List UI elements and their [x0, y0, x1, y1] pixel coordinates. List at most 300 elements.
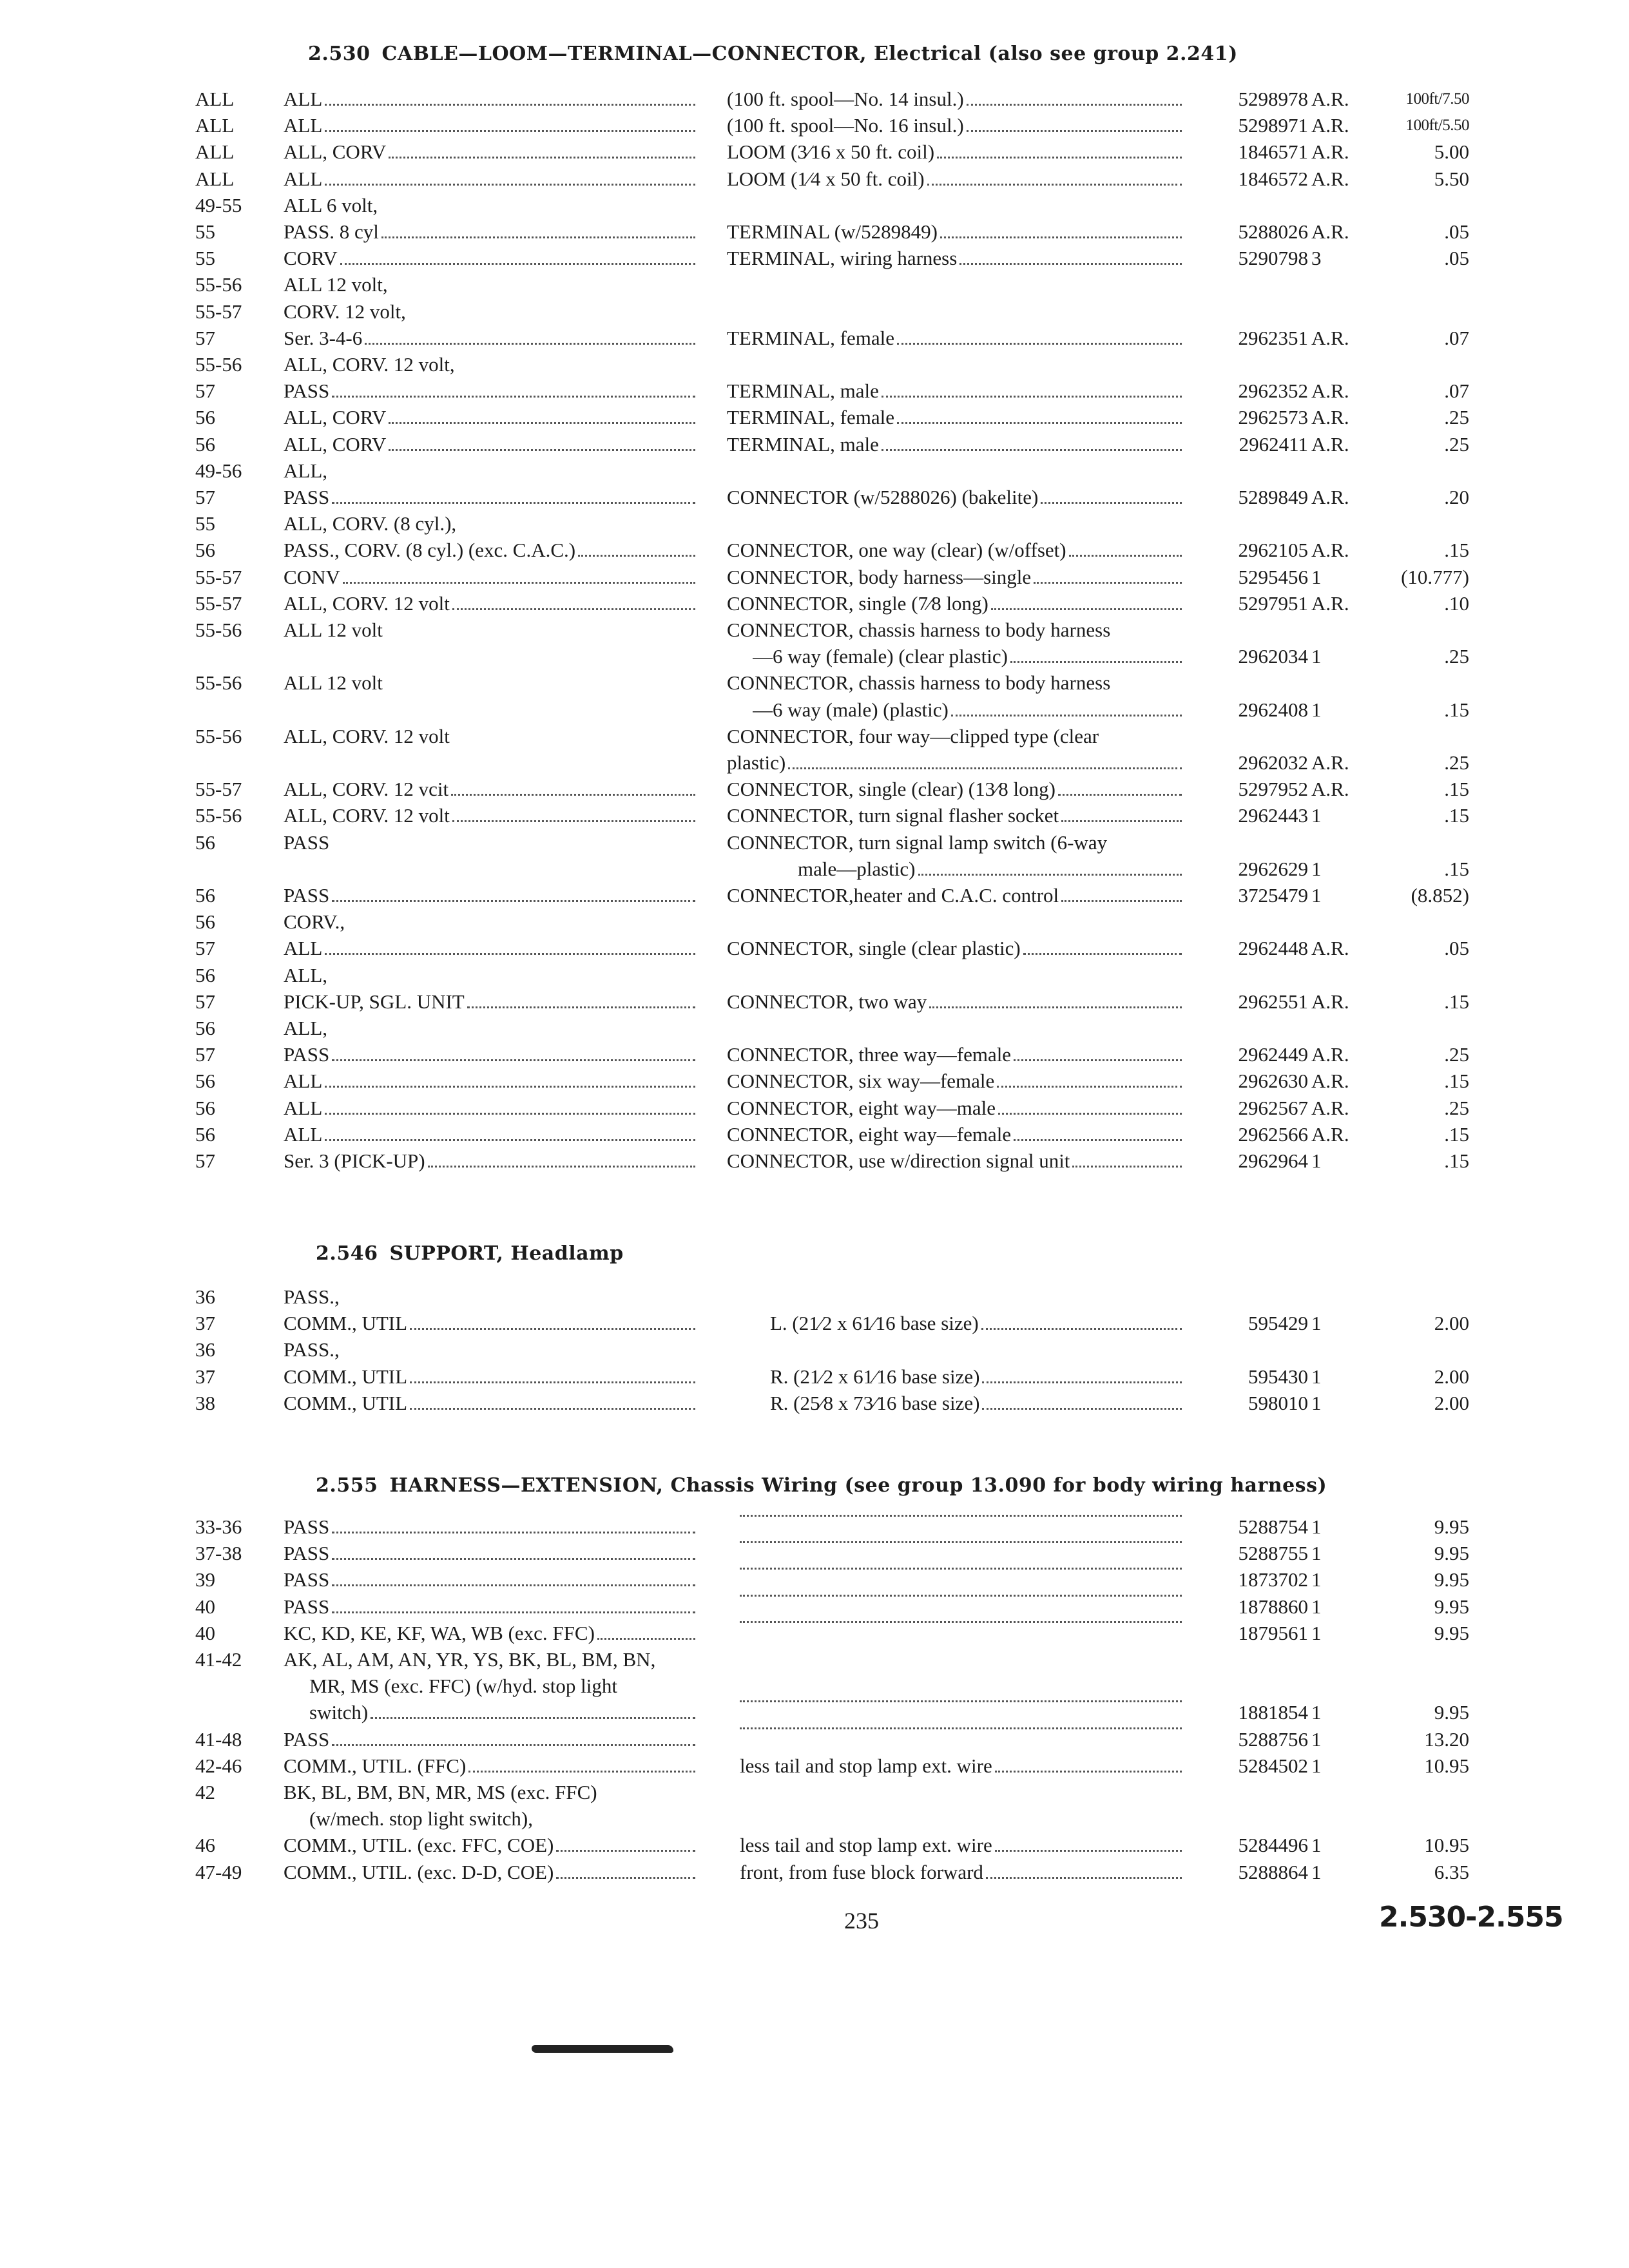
model-applicability-text: PASS [284, 1043, 330, 1066]
part-number: 5288864 [1238, 1860, 1308, 1883]
price: .15 [1444, 1149, 1469, 1172]
model-applicability-text: PICK-UP, SGL. UNIT [284, 990, 465, 1013]
dot-leader [410, 1407, 695, 1410]
model-applicability: ALL, CORV. 12 volt, [284, 353, 455, 376]
quantity: A.R. [1311, 114, 1349, 137]
model-applicability [284, 1068, 699, 1094]
model-year: 56 [195, 539, 215, 562]
part-number: 1879561 [1238, 1621, 1308, 1644]
price: .15 [1444, 857, 1469, 880]
model-applicability [284, 1541, 699, 1566]
part-number: 2962408 [1238, 698, 1308, 721]
model-year: 55-56 [195, 273, 242, 296]
dot-leader [325, 103, 695, 106]
dot-leader-line [740, 1514, 1182, 1517]
model-applicability [284, 325, 699, 351]
dot-leader [740, 1594, 1186, 1602]
part-number: 3725479 [1238, 884, 1308, 907]
model-applicability-text: switch) [309, 1701, 369, 1724]
model-year: 55-57 [195, 591, 242, 615]
dot-leader [1061, 820, 1182, 822]
part-description [770, 1311, 1186, 1336]
part-number: 5297951 [1238, 591, 1308, 615]
model-year: 56 [195, 1122, 215, 1146]
model-applicability [284, 591, 699, 617]
part-description [740, 1832, 1186, 1858]
model-applicability: ALL 6 volt, [284, 193, 378, 216]
part-number: 2962448 [1238, 937, 1308, 960]
part-description [727, 113, 1186, 139]
part-number: 2962443 [1238, 804, 1308, 827]
price: (8.852) [1411, 884, 1469, 907]
price: .07 [1444, 380, 1469, 403]
part-description-text: CONNECTOR,heater and C.A.C. control [727, 884, 1059, 907]
model-year: ALL [195, 167, 235, 190]
dot-leader [937, 156, 1182, 159]
dot-leader [995, 1770, 1182, 1773]
part-number: 595430 [1248, 1365, 1308, 1388]
part-description [740, 1753, 1186, 1779]
part-number: 1846571 [1238, 140, 1308, 164]
dot-leader [325, 1112, 695, 1115]
dot-leader [332, 1059, 695, 1061]
dot-leader [332, 1531, 695, 1533]
part-description-text: plastic) [727, 751, 786, 774]
model-applicability: ALL, [284, 1017, 328, 1039]
quantity: A.R. [1311, 406, 1349, 429]
dot-leader [332, 1744, 695, 1746]
part-description-text: LOOM (1⁄4 x 50 ft. coil) [727, 167, 925, 190]
model-year: 37-38 [195, 1542, 242, 1565]
price: .25 [1444, 432, 1469, 456]
price: 2.00 [1434, 1365, 1469, 1388]
model-applicability [284, 1860, 699, 1885]
model-year: 55-57 [195, 565, 242, 588]
quantity: 3 [1311, 247, 1322, 270]
part-description [727, 776, 1186, 802]
part-description [753, 644, 1186, 669]
quantity: A.R. [1311, 1043, 1349, 1066]
part-description [753, 697, 1186, 723]
section-title: CABLE—LOOM—TERMINAL—CONNECTOR, Electrical (also see group 2.241) [381, 43, 1238, 65]
part-number: 5288754 [1238, 1515, 1308, 1538]
part-number: 5297952 [1238, 778, 1308, 801]
model-applicability [309, 1700, 699, 1725]
part-description [798, 856, 1186, 882]
model-applicability-text: COMM., UTIL [284, 1365, 408, 1388]
model-applicability [284, 1594, 699, 1620]
model-applicability [284, 166, 699, 192]
dot-leader [452, 820, 695, 822]
price: .15 [1444, 778, 1469, 801]
price: .05 [1444, 937, 1469, 960]
model-applicability-text: CONV [284, 565, 340, 588]
model-year: ALL [195, 88, 235, 110]
price: .25 [1444, 406, 1469, 429]
dot-leader [556, 1849, 695, 1852]
price: .25 [1444, 645, 1469, 668]
model-applicability [284, 1620, 699, 1646]
model-year: 57 [195, 326, 215, 349]
model-applicability-text: ALL, CORV [284, 432, 387, 456]
part-number: 1846572 [1238, 167, 1308, 190]
model-applicability-text: ALL [284, 167, 323, 190]
model-applicability: ALL, [284, 459, 328, 482]
model-year: 42 [195, 1781, 215, 1803]
dot-leader-line [740, 1594, 1182, 1597]
price: 5.00 [1434, 140, 1469, 164]
quantity: 1 [1311, 698, 1322, 721]
model-applicability [284, 378, 699, 404]
dot-leader [897, 421, 1182, 424]
dot-leader [332, 1611, 695, 1613]
quantity: 1 [1311, 1542, 1322, 1565]
part-number: 2962032 [1238, 751, 1308, 774]
part-number: 5298978 [1238, 88, 1308, 110]
price: 9.95 [1434, 1568, 1469, 1591]
section-heading [316, 1474, 1327, 1497]
dot-leader [1072, 1165, 1182, 1168]
dot-leader-line [740, 1567, 1182, 1570]
dot-leader [1058, 793, 1182, 796]
model-year: 57 [195, 1149, 215, 1172]
part-description-text: —6 way (male) (plastic) [753, 698, 949, 721]
dot-leader [371, 1716, 695, 1719]
dot-leader [927, 183, 1182, 186]
model-year: 56 [195, 963, 215, 986]
quantity: A.R. [1311, 990, 1349, 1013]
part-description-text: LOOM (3⁄16 x 50 ft. coil) [727, 140, 935, 164]
model-applicability [284, 86, 699, 112]
part-description-text: CONNECTOR, one way (clear) (w/offset) [727, 539, 1066, 562]
model-applicability: CORV., [284, 910, 345, 934]
part-number: 5288755 [1238, 1542, 1308, 1565]
price: .05 [1444, 220, 1469, 243]
part-description [727, 325, 1186, 351]
part-number: 2962567 [1238, 1096, 1308, 1119]
model-applicability-text: COMM., UTIL. (exc. D-D, COE) [284, 1860, 554, 1883]
price: .15 [1444, 1070, 1469, 1093]
part-number: 2962352 [1238, 380, 1308, 403]
model-year: 56 [195, 884, 215, 907]
price: .15 [1444, 539, 1469, 562]
part-description-text: CONNECTOR, two way [727, 990, 927, 1013]
model-year: 55-56 [195, 353, 242, 376]
part-number: 2962573 [1238, 406, 1308, 429]
dot-leader [967, 103, 1182, 106]
model-year: 37 [195, 1312, 215, 1335]
part-number: 2962566 [1238, 1122, 1308, 1146]
quantity: 1 [1311, 804, 1322, 827]
section-title: SUPPORT, Headlamp [389, 1242, 624, 1265]
part-description-text: CONNECTOR, turn signal flasher socket [727, 804, 1059, 827]
model-year: 56 [195, 432, 215, 456]
dot-leader [340, 262, 695, 265]
dot-leader [332, 395, 695, 398]
dot-leader [897, 342, 1182, 345]
model-year: 41-48 [195, 1727, 242, 1751]
quantity: A.R. [1311, 937, 1349, 960]
model-applicability: AK, AL, AM, AN, YR, YS, BK, BL, BM, BN, [284, 1648, 656, 1671]
part-description-text: TERMINAL, female [727, 406, 894, 429]
model-applicability-text: PASS [284, 1515, 330, 1538]
dot-leader [1061, 899, 1182, 902]
model-year: 57 [195, 1043, 215, 1066]
dot-leader [332, 899, 695, 902]
quantity: 1 [1311, 884, 1322, 907]
quantity: 1 [1311, 857, 1322, 880]
dot-leader [740, 1541, 1186, 1549]
part-description-text: CONNECTOR, eight way—male [727, 1096, 996, 1119]
price: .25 [1444, 751, 1469, 774]
part-description-text: less tail and stop lamp ext. wire [740, 1834, 992, 1857]
page-number: 235 [844, 1908, 879, 1934]
quantity: 1 [1311, 645, 1322, 668]
part-description-text: CONNECTOR, eight way—female [727, 1122, 1012, 1146]
part-number: 5290798 [1238, 247, 1308, 270]
model-applicability [284, 1727, 699, 1753]
quantity: 1 [1311, 1754, 1322, 1777]
part-description [727, 989, 1186, 1015]
dot-leader-line [740, 1620, 1182, 1623]
quantity: A.R. [1311, 591, 1349, 615]
model-applicability-text: ALL, CORV. 12 volt [284, 804, 450, 827]
quantity: A.R. [1311, 1096, 1349, 1119]
quantity: 1 [1311, 1727, 1322, 1751]
part-description-text: R. (21⁄2 x 61⁄16 base size) [770, 1365, 980, 1388]
part-number: 2962629 [1238, 857, 1308, 880]
price: 6.35 [1434, 1860, 1469, 1883]
price: 9.95 [1434, 1542, 1469, 1565]
model-year: 55-56 [195, 671, 242, 695]
model-applicability: BK, BL, BM, BN, MR, MS (exc. FFC) [284, 1781, 597, 1803]
dot-leader [467, 1006, 695, 1008]
model-applicability [284, 776, 699, 802]
model-year: 55 [195, 512, 215, 535]
part-description [727, 405, 1186, 430]
part-description-text: CONNECTOR (w/5288026) (bakelite) [727, 486, 1039, 508]
part-description [727, 245, 1186, 271]
part-number: 2962449 [1238, 1043, 1308, 1066]
quantity: 1 [1311, 1312, 1322, 1335]
model-applicability [284, 803, 699, 829]
model-applicability-text: PASS [284, 1568, 330, 1591]
dot-leader [343, 581, 695, 584]
model-applicability [284, 139, 699, 165]
price: 10.95 [1424, 1754, 1469, 1777]
dot-leader [410, 1381, 695, 1383]
part-number: 5284496 [1238, 1834, 1308, 1857]
part-number: 2962630 [1238, 1070, 1308, 1093]
model-applicability: PASS [284, 831, 330, 854]
price: 13.20 [1424, 1727, 1469, 1751]
section-heading [308, 43, 1238, 65]
part-number: 5288756 [1238, 1727, 1308, 1751]
model-year: 41-42 [195, 1648, 242, 1671]
model-year: 39 [195, 1568, 215, 1591]
model-year: 55-57 [195, 300, 242, 323]
model-year: 57 [195, 937, 215, 960]
dot-leader [389, 156, 695, 159]
model-year: 56 [195, 831, 215, 854]
model-year: 56 [195, 1070, 215, 1093]
part-number: 5284502 [1238, 1754, 1308, 1777]
quantity: 1 [1311, 1621, 1322, 1644]
model-applicability [284, 113, 699, 139]
model-year: 55-56 [195, 619, 242, 641]
quantity: 1 [1311, 1834, 1322, 1857]
dot-leader [452, 608, 695, 610]
part-description [770, 1364, 1186, 1390]
ink-smudge [532, 2045, 673, 2053]
quantity: A.R. [1311, 380, 1349, 403]
model-year: 46 [195, 1834, 215, 1857]
price: 10.95 [1424, 1834, 1469, 1857]
dot-leader [451, 793, 695, 796]
dot-leader [428, 1165, 695, 1168]
dot-leader [1014, 1139, 1182, 1141]
part-description [727, 166, 1186, 192]
dot-leader [325, 130, 695, 132]
model-year: 40 [195, 1595, 215, 1618]
model-applicability: ALL 12 volt [284, 619, 383, 641]
part-description-text: CONNECTOR, single (clear) (13⁄8 long) [727, 778, 1055, 801]
quantity: A.R. [1311, 432, 1349, 456]
part-description-text: TERMINAL, male [727, 432, 879, 456]
price: .10 [1444, 591, 1469, 615]
price: .15 [1444, 698, 1469, 721]
model-year: 36 [195, 1338, 215, 1361]
dot-leader [740, 1514, 1186, 1523]
model-applicability [284, 1390, 699, 1416]
quantity: A.R. [1311, 326, 1349, 349]
dot-leader [740, 1567, 1186, 1575]
model-applicability [284, 1514, 699, 1540]
model-applicability-text: ALL, CORV. 12 volt [284, 591, 450, 615]
model-applicability-text: ALL [284, 937, 323, 960]
model-applicability: PASS., [284, 1338, 340, 1361]
part-description [727, 537, 1186, 563]
model-year: 57 [195, 990, 215, 1013]
model-applicability: (w/mech. stop light switch), [309, 1807, 533, 1831]
dot-leader-line [740, 1541, 1182, 1543]
part-description: CONNECTOR, turn signal lamp switch (6-way [727, 831, 1108, 854]
part-number: 598010 [1248, 1391, 1308, 1414]
model-year: 57 [195, 486, 215, 508]
section-range: 2.530-2.555 [1379, 1901, 1563, 1934]
part-description-text: less tail and stop lamp ext. wire [740, 1754, 992, 1777]
quantity: A.R. [1311, 751, 1349, 774]
quantity: A.R. [1311, 88, 1349, 110]
dot-leader [325, 183, 695, 186]
part-description-text: L. (21⁄2 x 61⁄16 base size) [770, 1312, 979, 1335]
part-description-text: CONNECTOR, three way—female [727, 1043, 1012, 1066]
dot-leader [1034, 581, 1182, 584]
section-title: HARNESS—EXTENSION, Chassis Wiring (see group 13.090 for body wiring harness) [389, 1474, 1327, 1497]
model-applicability: PASS., [284, 1285, 340, 1308]
model-applicability-text: CORV [284, 247, 338, 270]
model-applicability [284, 564, 699, 590]
part-description-text: male—plastic) [798, 857, 916, 880]
quantity: 1 [1311, 1391, 1322, 1414]
model-applicability [284, 1364, 699, 1390]
dot-leader [940, 236, 1182, 238]
model-applicability-text: PASS [284, 884, 330, 907]
part-description-text: CONNECTOR, body harness—single [727, 565, 1032, 588]
model-applicability-text: COMM., UTIL. (exc. FFC, COE) [284, 1834, 554, 1857]
dot-leader [982, 1381, 1182, 1383]
price: 100ft/5.50 [1405, 117, 1469, 135]
price: .05 [1444, 247, 1469, 270]
model-applicability [284, 989, 699, 1015]
part-number: 2962351 [1238, 326, 1308, 349]
model-applicability-text: ALL [284, 88, 323, 110]
model-year: 55 [195, 247, 215, 270]
part-description [727, 1122, 1186, 1148]
dot-leader [740, 1700, 1186, 1708]
model-year: ALL [195, 140, 235, 164]
dot-leader [381, 236, 695, 238]
model-applicability [284, 432, 699, 457]
dot-leader [389, 448, 695, 451]
dot-leader [1041, 501, 1182, 504]
part-description [727, 1042, 1186, 1068]
part-description-text: CONNECTOR, use w/direction signal unit [727, 1149, 1070, 1172]
dot-leader [740, 1620, 1186, 1629]
model-applicability-text: ALL [284, 1096, 323, 1119]
part-description-text: CONNECTOR, single (7⁄8 long) [727, 591, 988, 615]
model-applicability-text: ALL [284, 114, 323, 137]
dot-leader [997, 1085, 1182, 1088]
dot-leader [1014, 1059, 1182, 1061]
price: 2.00 [1434, 1312, 1469, 1335]
quantity: 1 [1311, 1701, 1322, 1724]
part-description-text: R. (25⁄8 x 73⁄16 base size) [770, 1391, 980, 1414]
section-number: 2.546 [316, 1242, 378, 1265]
model-applicability-text: ALL, CORV. 12 vcit [284, 778, 449, 801]
part-description [770, 1390, 1186, 1416]
quantity: A.R. [1311, 167, 1349, 190]
model-applicability-text: PASS. 8 cyl [284, 220, 379, 243]
dot-leader [578, 554, 695, 557]
model-applicability [284, 1567, 699, 1593]
dot-leader [410, 1327, 695, 1330]
quantity: 1 [1311, 1515, 1322, 1538]
model-applicability-text: ALL, CORV [284, 140, 387, 164]
quantity: 1 [1311, 1149, 1322, 1172]
dot-leader [332, 1584, 695, 1586]
price: .20 [1444, 486, 1469, 508]
dot-leader [882, 395, 1182, 398]
dot-leader [325, 1085, 695, 1088]
part-description-text: TERMINAL, male [727, 380, 879, 403]
part-description [727, 1068, 1186, 1094]
model-applicability-text: COMM., UTIL [284, 1391, 408, 1414]
price: 5.50 [1434, 167, 1469, 190]
dot-leader [468, 1770, 695, 1773]
part-description [727, 1095, 1186, 1121]
price: .15 [1444, 804, 1469, 827]
model-applicability-text: Ser. 3 (PICK-UP) [284, 1149, 425, 1172]
part-number: 2962411 [1239, 432, 1308, 456]
part-number: 1873702 [1238, 1568, 1308, 1591]
dot-leader [1069, 554, 1182, 557]
model-applicability-text: PASS [284, 1727, 330, 1751]
model-applicability [284, 1832, 699, 1858]
model-applicability: ALL 12 volt, [284, 273, 388, 296]
part-description [727, 564, 1186, 590]
model-applicability [284, 1753, 699, 1779]
